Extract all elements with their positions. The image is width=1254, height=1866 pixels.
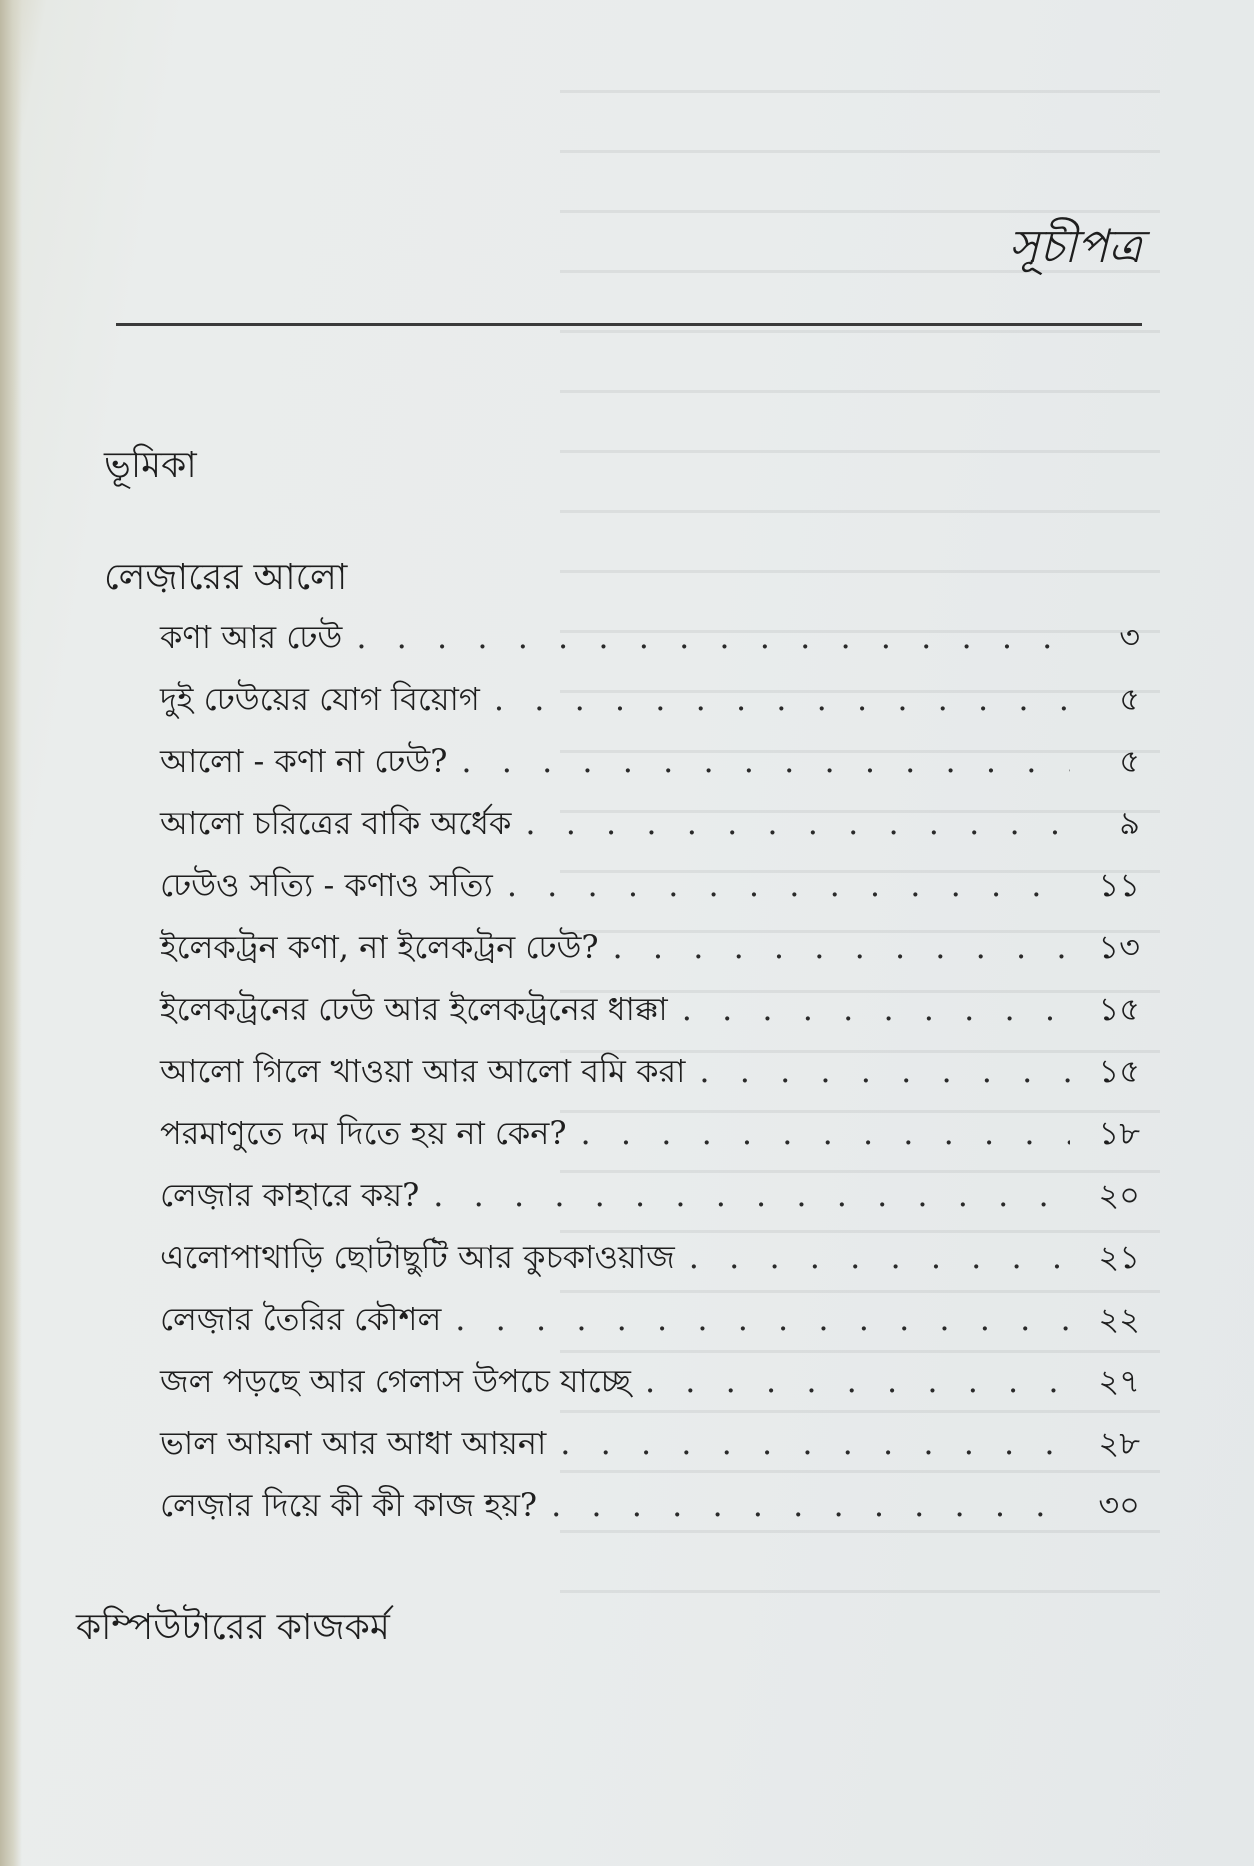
dot-leader <box>455 1300 1070 1338</box>
toc-entry-page: ৫ <box>1119 680 1140 718</box>
toc-entry-page: ৩০ <box>1098 1486 1140 1524</box>
dot-leader <box>581 1114 1070 1152</box>
toc-entry-page: ১৫ <box>1098 990 1140 1028</box>
toc-entry-label: এলোপাথাড়ি ছোটাছুটি আর কুচকাওয়াজ <box>160 1238 675 1276</box>
dot-leader <box>613 928 1070 966</box>
dot-leader <box>645 1362 1070 1400</box>
toc-entry-page: ৫ <box>1119 742 1140 780</box>
toc-entry <box>160 612 1140 674</box>
toc-entry <box>160 798 1140 860</box>
toc-entry-page: ২২ <box>1098 1300 1140 1338</box>
toc-entry-page: ২৮ <box>1098 1424 1140 1462</box>
dot-leader <box>525 804 1070 842</box>
dot-leader <box>494 680 1070 718</box>
toc-entry-label: পরমাণুতে দম দিতে হয় না কেন? <box>160 1114 567 1152</box>
toc-entry <box>160 1108 1140 1170</box>
toc-entry-label: ইলেকট্রন কণা, না ইলেকট্রন ঢেউ? <box>160 928 599 966</box>
toc-entry <box>160 736 1140 798</box>
toc-entry <box>160 984 1140 1046</box>
dot-leader <box>433 1176 1070 1214</box>
toc-entry-page: ৩ <box>1119 618 1140 656</box>
toc-entry-label: আলো গিলে খাওয়া আর আলো বমি করা <box>160 1052 686 1090</box>
toc-entry <box>160 1046 1140 1108</box>
toc-entry <box>160 1170 1140 1232</box>
toc-entry-label: ঢেউও সত্যি - কণাও সত্যি <box>160 866 493 904</box>
title-rule <box>116 323 1142 326</box>
toc-entry <box>160 674 1140 736</box>
dot-leader <box>356 618 1070 656</box>
toc-entry-label: আলো চরিত্রের বাকি অর্ধেক <box>160 804 512 842</box>
toc-entry <box>160 922 1140 984</box>
toc-entry-label: কণা আর ঢেউ <box>160 618 343 656</box>
toc-entry <box>160 1418 1140 1480</box>
toc-entry <box>160 1480 1140 1542</box>
dot-leader <box>551 1486 1070 1524</box>
toc-entry <box>160 1356 1140 1418</box>
dot-leader <box>507 866 1070 904</box>
toc-entry-label: ভাল আয়না আর আধা আয়না <box>160 1424 547 1462</box>
dot-leader <box>689 1238 1070 1276</box>
toc-entry-page: ১১ <box>1098 866 1140 904</box>
toc-entry-label: দুই ঢেউয়ের যোগ বিয়োগ <box>160 680 480 718</box>
toc-entry-page: ১৩ <box>1098 928 1140 966</box>
toc-entry-label: আলো - কণা না ঢেউ? <box>160 742 448 780</box>
toc-entry <box>160 860 1140 922</box>
dot-leader <box>560 1424 1070 1462</box>
toc-entry-label: লেজ়ার দিয়ে কী কী কাজ হয়? <box>160 1486 538 1524</box>
toc-entry <box>160 1294 1140 1356</box>
toc-entry-label: লেজ়ার তৈরির কৌশল <box>160 1300 442 1338</box>
section-heading-computer: কম্পিউটারের কাজকর্ম <box>76 1607 390 1648</box>
toc-entry-page: ৯ <box>1119 804 1140 842</box>
toc-title: সূচীপত্র <box>1008 219 1142 273</box>
section-heading-intro: ভূমিকা <box>104 445 197 486</box>
toc-entry-label: লেজ়ার কাহারে কয়? <box>160 1176 420 1214</box>
dot-leader <box>461 742 1070 780</box>
toc-entry-list <box>160 612 1140 1542</box>
toc-entry-page: ২০ <box>1098 1176 1140 1214</box>
toc-entry-page: ২৭ <box>1098 1362 1140 1400</box>
book-spine-shadow <box>0 0 22 1866</box>
toc-entry-page: ১৮ <box>1098 1114 1140 1152</box>
toc-entry-page: ১৫ <box>1098 1052 1140 1090</box>
toc-entry <box>160 1232 1140 1294</box>
toc-entry-page: ২১ <box>1098 1238 1140 1276</box>
toc-entry-label: ইলেকট্রনের ঢেউ আর ইলেকট্রনের ধাক্কা <box>160 990 668 1028</box>
toc-entry-label: জল পড়ছে আর গেলাস উপচে যাচ্ছে <box>160 1362 631 1400</box>
dot-leader <box>699 1052 1070 1090</box>
section-heading-laser: লেজ়ারের আলো <box>104 557 348 598</box>
dot-leader <box>682 990 1070 1028</box>
